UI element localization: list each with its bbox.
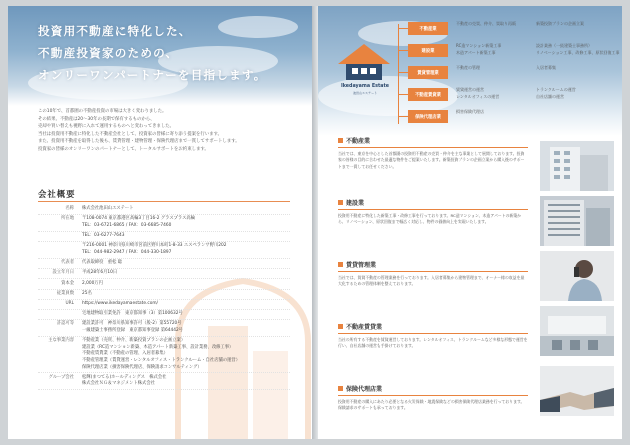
intro-line: 当社は投資用不動産に特化した不動産会社として、投資家の皆様に寄り添う提案を行います。 <box>38 131 222 137</box>
flow-tag: 不動産賃貸業 <box>408 88 448 101</box>
section-body: 当社では、東京を中心とした首都圏の投資用不動産の売買・仲介を主な事業として展開しております。投資家の皆様の目的に合わせた最適な物件をご提案いたします。新築投資プランの企画立案から購入後のサポートまで一貫してお任せください。 <box>338 151 525 169</box>
company-value-line: 松輝(まつてる)ホールディングス 株式会社 <box>82 374 167 380</box>
flow-item: 損害保険代理店 <box>456 109 484 114</box>
company-value-line: 〒108-0074 東京都港区高輪3丁目16-2 グラスプラス高輪 <box>82 216 195 222</box>
flow-tag: 不動産業 <box>408 22 448 35</box>
flow-row <box>390 42 620 61</box>
company-row-label <box>38 233 82 240</box>
section-title: 建設業 <box>346 200 365 207</box>
section-divider <box>38 201 290 202</box>
company-row <box>38 205 290 215</box>
company-row-value <box>82 216 290 229</box>
flow-item: RC造マンション新築工事 <box>456 43 502 48</box>
flow-items <box>456 109 620 116</box>
company-row <box>38 259 290 269</box>
flow-items <box>456 43 620 56</box>
company-value-line: 株式会社ＮＧ＆マネジメント株式会社 <box>82 381 155 387</box>
company-row-label: 主な事業内容 <box>48 338 74 344</box>
company-row-value <box>82 338 290 371</box>
company-row <box>38 242 290 259</box>
intro-line: また、投資用不動産を取得した後も、賃貸管理・建物管理・保険代理店まで一貫してサポートします。 <box>38 139 240 145</box>
company-row-label: 名称 <box>65 206 74 212</box>
company-value-line: 株式会社池田山エステート <box>82 206 134 212</box>
square-bullet-icon <box>338 324 343 329</box>
company-row <box>38 300 290 310</box>
section-title: 不動産賃貸業 <box>346 324 383 331</box>
company-value-line: 建設業（RC造マンション新築、木造アパート新築工事、設計業務、改修工事） <box>82 344 234 350</box>
flow-item: レンタルオフィスの運営 <box>456 93 500 99</box>
company-row <box>38 337 290 374</box>
company-value-line: TEL：03-6277-7643 <box>82 233 125 239</box>
company-value-line: TEL：044-982-2947 / FAX：044-330-1897 <box>82 250 172 256</box>
company-row-label: 設立年月日 <box>52 270 74 276</box>
business-section <box>338 136 528 191</box>
company-value-line: 不動産管理業（賃貸運営・レンタルオフィス・トランクルーム・自社店舗の運営） <box>82 357 241 363</box>
section-heading <box>338 384 528 393</box>
company-row-value <box>82 233 290 240</box>
company-row-value <box>82 243 290 256</box>
company-value-line: 25名 <box>82 290 92 296</box>
intro-line: 売却や買い替えも視野に入れて運用するものへと変わってきました。 <box>38 124 175 130</box>
flow-item: 入居者募集 <box>536 65 556 70</box>
headline-line-1: 投資用不動産に特化した、 <box>38 24 192 38</box>
company-value-line: 代表取締役 重松 聡 <box>82 260 123 266</box>
company-row-label: 所在地 <box>61 216 74 222</box>
square-bullet-icon <box>338 200 343 205</box>
office-photo <box>540 306 614 356</box>
section-title: 保険代理店業 <box>346 386 383 393</box>
company-value-line: 不動産賃貸業（不動産の管理、入居者募集） <box>82 351 168 357</box>
business-sections <box>338 136 528 439</box>
logo-name: Ikedayama Estate <box>340 84 390 89</box>
intro-line: その結果、不動産は20〜30年の長期で保有するものから、 <box>38 116 155 122</box>
flow-row <box>390 64 620 83</box>
section-divider <box>338 395 528 396</box>
company-logo-icon <box>334 42 394 82</box>
phone-call-photo <box>540 251 614 301</box>
section-divider <box>338 209 528 210</box>
section-body: 投資用不動産の購入にあたり必要となる火災保険・地震保険などの損害保険代理店業務を行っております。保険請求のサポートも承っております。 <box>338 399 525 411</box>
company-row <box>38 290 290 300</box>
company-value-line: 建設業許可 神奈川県知事許可（般-2）第55720号 <box>82 321 182 327</box>
square-bullet-icon <box>338 386 343 391</box>
section-divider <box>338 333 528 334</box>
flow-item: 設計業務（一級建築士事務所） <box>536 43 592 48</box>
section-title: 賃貸管理業 <box>346 262 377 269</box>
company-row <box>38 310 290 320</box>
company-row-value <box>82 321 290 334</box>
flow-row <box>390 108 620 127</box>
business-section <box>338 198 528 253</box>
company-row-label <box>38 243 82 256</box>
company-row-label: 代表者 <box>61 260 74 266</box>
company-row-value[interactable] <box>82 301 290 308</box>
flow-tag: 賃貸管理業 <box>408 66 448 79</box>
section-body: 当社では、賃貸不動産の管理業務を行っております。入居者募集から建物管理まで、オーナー様の収益を最大化するための管理体制を整えております。 <box>338 275 525 287</box>
intro-line: この10年で、首都圏の不動産投資の市場は大きく変わりました。 <box>38 109 167 114</box>
section-title: 不動産業 <box>346 138 371 145</box>
flow-item: 賃貸運営の運営 <box>456 87 484 92</box>
company-table <box>38 205 290 390</box>
company-row <box>38 373 290 390</box>
company-row <box>38 232 290 242</box>
company-row-value <box>82 260 290 267</box>
company-overview-title: 会社概要 <box>38 189 76 199</box>
company-value-line: 一級建築士事務所登録 東京都知事登録 第64442号 <box>82 327 183 333</box>
section-heading <box>338 198 528 207</box>
intro-text <box>38 108 290 154</box>
section-body: 投資用不動産に特化した新築工事・改修工事を行っております。RC造マンション、木造アパートの新築から、リノベーション、原状回復まで幅広く対応し、物件の価値向上を実現いたします。 <box>338 213 522 225</box>
flow-item: 不動産の売買、仲介、買取り再販 <box>456 21 516 26</box>
building-photo <box>540 141 614 191</box>
flow-item: 新築投資プランの企画立案 <box>536 21 584 26</box>
section-divider <box>338 271 528 272</box>
company-row <box>38 269 290 279</box>
right-page <box>318 6 622 439</box>
business-section <box>338 260 528 315</box>
company-row-value <box>82 291 290 298</box>
company-row-value <box>82 375 290 388</box>
company-row-label: 従業員数 <box>56 290 74 296</box>
company-value-line: https://www.ikedayamaestate.com/ <box>82 300 158 306</box>
company-value-line: 不動産業（売買、仲介、新築投資プランの企画立案） <box>82 338 186 344</box>
headline-line-3: オンリーワンパートナーを目指します。 <box>38 68 267 82</box>
company-value-line: 宅地建物取引業免許 東京都知事（3）第100632号 <box>82 311 183 317</box>
headline <box>38 20 308 86</box>
flow-item: 自社店舗の運営 <box>536 93 564 99</box>
company-row <box>38 215 290 232</box>
flow-row <box>390 20 620 39</box>
business-section <box>338 322 528 377</box>
intro-line: 投資家の皆様のオンリーワンのパートナーとして、トータルサポートをお約束します。 <box>38 146 209 152</box>
headline-line-2: 不動産投資家のための、 <box>38 46 179 60</box>
company-row-label: 資本金 <box>61 280 74 286</box>
section-heading <box>338 260 528 269</box>
flow-item: トランクルームの運営 <box>536 87 576 92</box>
company-row <box>38 279 290 289</box>
flow-connector <box>398 94 408 95</box>
company-row-value <box>82 281 290 288</box>
section-divider <box>338 147 528 148</box>
building-photo <box>540 196 614 246</box>
business-flow <box>390 14 620 132</box>
flow-connector <box>398 116 408 117</box>
square-bullet-icon <box>338 138 343 143</box>
section-heading <box>338 136 528 145</box>
business-section <box>338 384 528 439</box>
flow-items <box>456 87 620 100</box>
flow-items <box>456 21 620 28</box>
flow-tag: 保険代理店業 <box>408 110 448 123</box>
flow-item: 木造アパート新築工事 <box>456 49 496 55</box>
flow-tag: 建設業 <box>408 44 448 57</box>
company-row-value <box>82 311 290 318</box>
company-value-line: TEL：03-6721-6865 / FAX：03-6685-7460 <box>82 223 172 229</box>
company-row-value <box>82 206 290 213</box>
flow-connector <box>398 28 408 29</box>
company-row-label: URL <box>65 300 74 306</box>
left-page <box>8 6 312 439</box>
flow-item: リノベーション工事、改修工事、原状回復工事 <box>536 49 620 55</box>
logo-subtitle: 池田山エステート <box>353 91 377 95</box>
company-value-line: 〒216-0001 神奈川県川崎市宮前区野川本町1-8-33 エスペランサ野川202 <box>82 243 227 249</box>
section-body: 当社の所有する不動産を賃貸運営しております。レンタルオフィス、トランクルームなど多様な形態で運営を行い、自社店舗の運営も手掛けております。 <box>338 337 528 349</box>
company-row-value <box>82 270 290 277</box>
flow-connector <box>398 72 408 73</box>
flow-items <box>456 65 620 72</box>
company-value-line: 平成28年6月10日 <box>82 270 118 276</box>
flow-item: 不動産の管理 <box>456 65 480 70</box>
flow-row <box>390 86 620 105</box>
company-value-line: 保険代理店業（損害保険代理店、保険請求コンサルティング） <box>82 364 202 370</box>
handshake-photo <box>540 366 614 416</box>
company-row <box>38 320 290 337</box>
square-bullet-icon <box>338 262 343 267</box>
flow-connector <box>398 50 408 51</box>
company-row-label: 許認可等 <box>56 321 74 327</box>
company-row-label <box>38 311 82 318</box>
company-row-label: グループ会社 <box>48 374 74 380</box>
section-heading <box>338 322 528 331</box>
company-value-line: 2,000万円 <box>82 280 103 286</box>
